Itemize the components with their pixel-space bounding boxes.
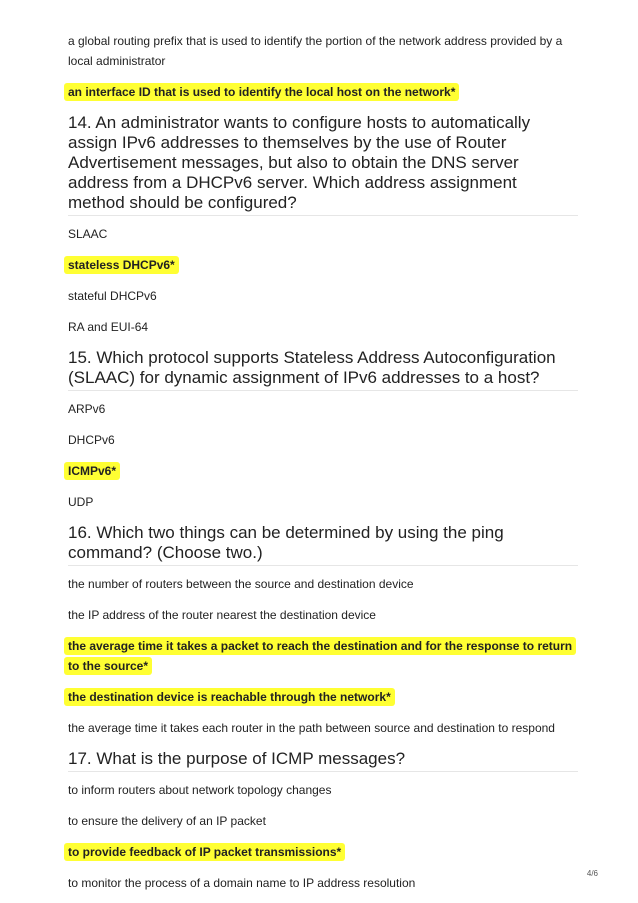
question-15: 15. Which protocol supports Stateless Address Autoconfiguration (SLAAC) for dynamic assignment of IPv6 addresses to a host?: [68, 348, 578, 391]
question-14: 14. An administrator wants to configure hosts to automatically assign IPv6 addresses to themselves by the use of Router Advertisement messages, but also to obtain the DNS server address from a DHCPv6 server. Which address assignment method should be configured?: [68, 113, 578, 216]
correct-answer-option: [68, 636, 578, 676]
answer-highlight: stateless DHCPv6*: [64, 256, 179, 274]
answer-option: the average time it takes each router in the path between source and destination to respond: [68, 721, 555, 735]
correct-answer-option: [68, 687, 578, 707]
correct-answer-option: [68, 82, 578, 102]
answer-option: the IP address of the router nearest the destination device: [68, 608, 376, 622]
answer-highlight: the destination device is reachable through the network*: [64, 688, 395, 706]
answer-highlight: to provide feedback of IP packet transmissions*: [64, 843, 345, 861]
question-17: 17. What is the purpose of ICMP messages?: [68, 749, 578, 772]
answer-highlight: the average time it takes a packet to reach the destination and for the response to return to the source*: [64, 637, 576, 675]
answer-option: RA and EUI-64: [68, 320, 149, 334]
question-16: 16. Which two things can be determined by using the ping command? (Choose two.): [68, 523, 578, 566]
answer-option: a global routing prefix that is used to identify the portion of the network address provided by a local administrator: [68, 34, 563, 68]
answer-option: to monitor the process of a domain name to IP address resolution: [68, 876, 416, 890]
answer-option: UDP: [68, 495, 94, 509]
correct-answer-option: [68, 842, 578, 862]
answer-option: SLAAC: [68, 227, 108, 241]
page-number: 4/6: [586, 869, 598, 878]
correct-answer-option: [68, 255, 578, 275]
answer-option: stateful DHCPv6: [68, 289, 157, 303]
answer-option: ARPv6: [68, 402, 106, 416]
answer-option: DHCPv6: [68, 433, 115, 447]
answer-option: the number of routers between the source and destination device: [68, 577, 414, 591]
answer-highlight: an interface ID that is used to identify the local host on the network*: [64, 83, 459, 101]
answer-highlight: ICMPv6*: [64, 462, 120, 480]
answer-option: to ensure the delivery of an IP packet: [68, 814, 266, 828]
answer-option: to inform routers about network topology changes: [68, 783, 332, 797]
correct-answer-option: [68, 461, 578, 481]
